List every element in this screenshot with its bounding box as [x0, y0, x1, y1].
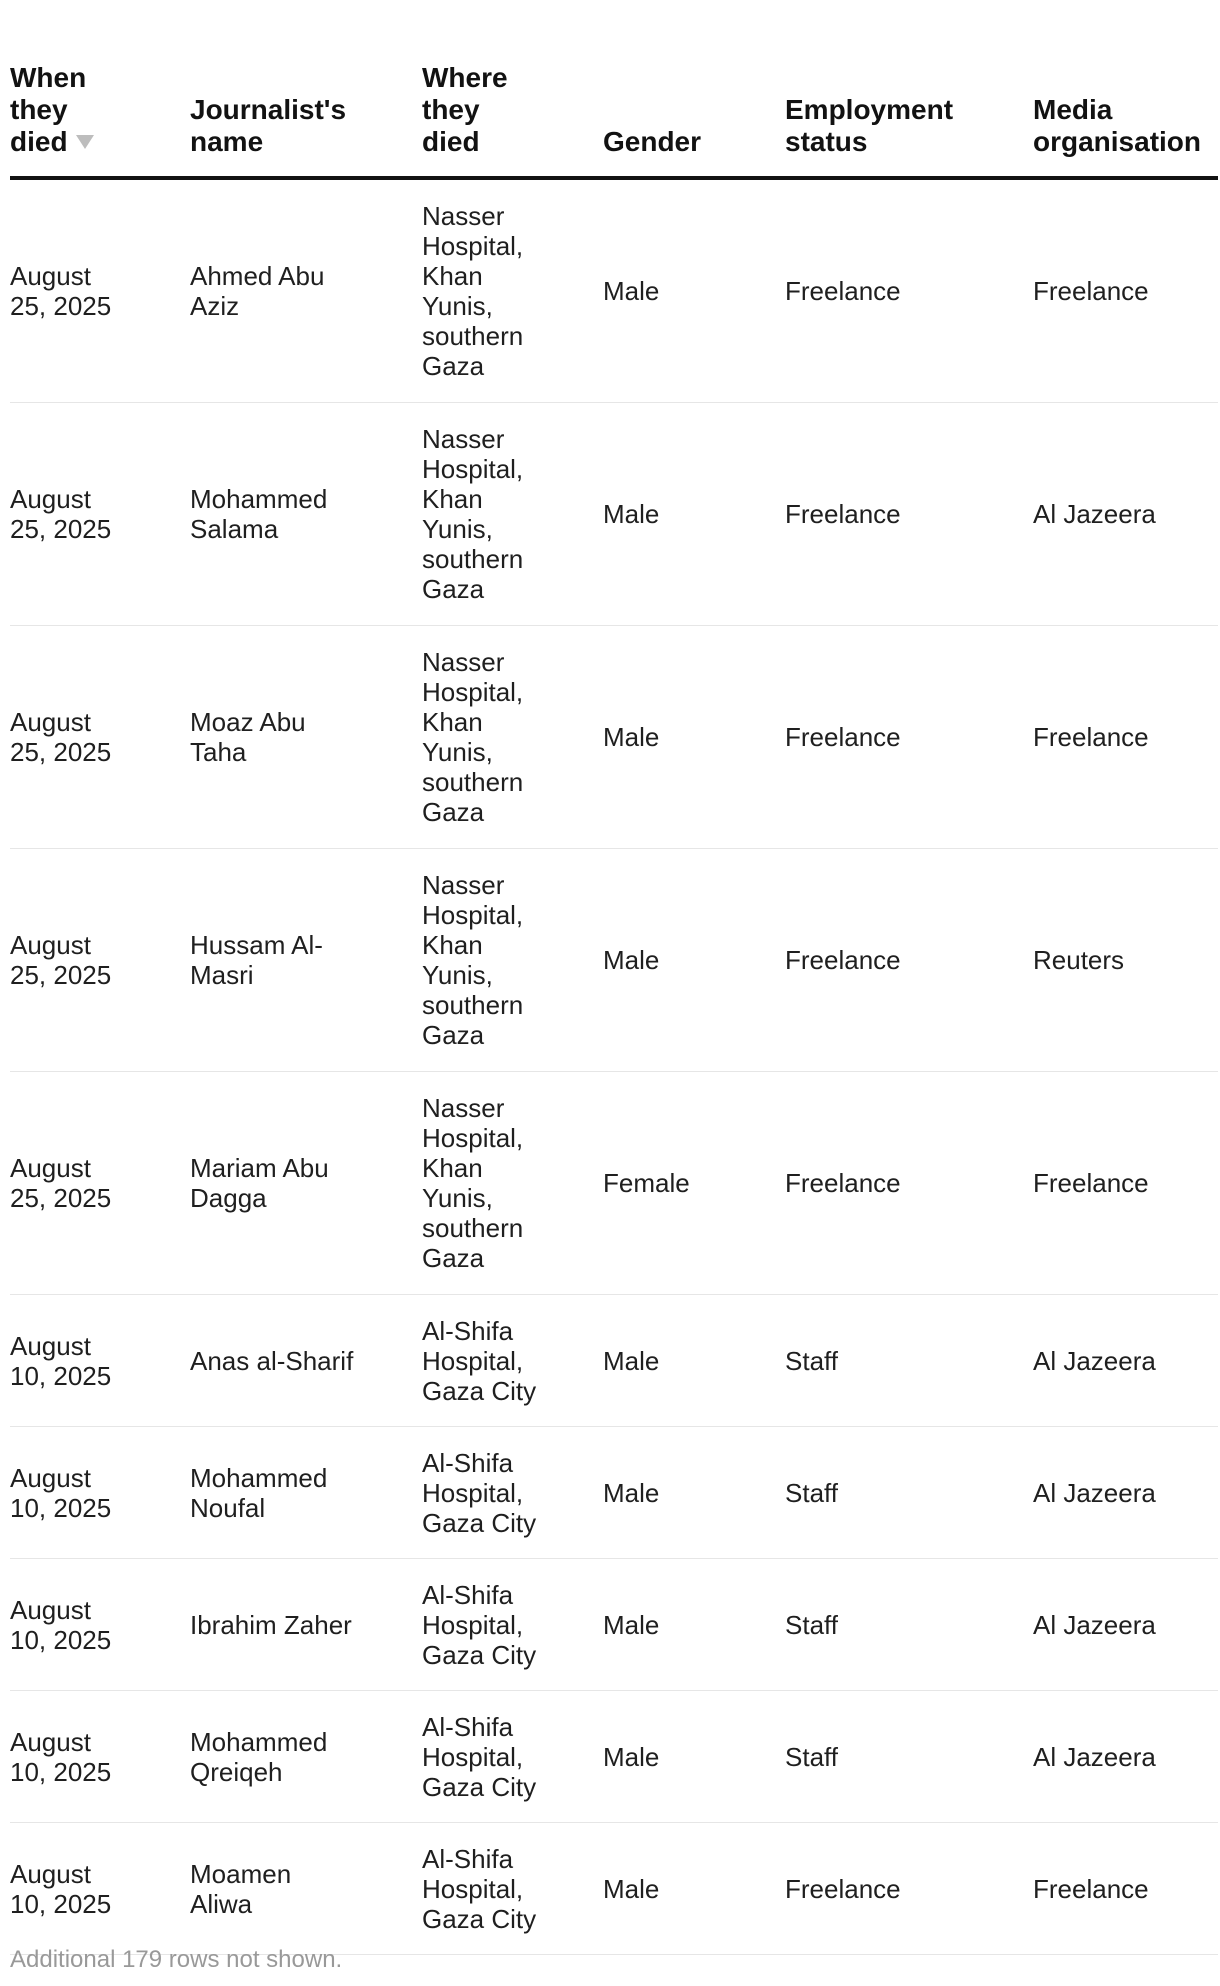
cell-line: southern [422, 990, 524, 1020]
header-line: Gender [603, 126, 702, 157]
table-row [10, 403, 1218, 626]
cell-line: Hospital, [422, 1873, 524, 1904]
cell-date [10, 1691, 190, 1823]
cell-line: Gaza [422, 797, 485, 827]
cell-line: Mohammed [190, 484, 328, 514]
cell-line: Gaza [422, 1020, 485, 1050]
cell-line: Al-Shifa [422, 1579, 514, 1610]
column-header-employment[interactable] [785, 0, 1033, 178]
cell-line: Gaza City [422, 1639, 537, 1670]
cell-line: Taha [190, 737, 247, 767]
cell-place [422, 403, 603, 626]
cell-line: August [10, 1462, 91, 1493]
cell-line: August [10, 261, 91, 291]
header-line: died [422, 126, 480, 157]
cell-line: Nasser [422, 424, 505, 454]
cell-line: 10, 2025 [10, 1360, 112, 1391]
column-header-media[interactable] [1033, 0, 1218, 178]
cell-line: Yunis, [422, 960, 493, 990]
cell-date [10, 1559, 190, 1691]
cell-employment: Freelance [785, 403, 1033, 626]
cell-place [422, 1823, 603, 1955]
cell-line: August [10, 1726, 91, 1757]
cell-line: Hospital, [422, 1741, 524, 1772]
header-line: Where [422, 62, 508, 93]
cell-line: Mohammed [190, 1726, 328, 1757]
cell-line: Hospital, [422, 231, 524, 261]
cell-gender: Male [603, 1559, 785, 1691]
cell-line: Hospital, [422, 1477, 524, 1508]
cell-line: 25, 2025 [10, 291, 112, 321]
cell-line: Al-Shifa [422, 1711, 514, 1742]
cell-line: Salama [190, 514, 279, 544]
cell-gender: Male [603, 1295, 785, 1427]
journalists-table-container [10, 0, 1218, 1955]
cell-gender: Male [603, 1691, 785, 1823]
cell-date [10, 1823, 190, 1955]
column-header-place[interactable] [422, 0, 603, 178]
cell-place [422, 849, 603, 1072]
cell-name [190, 1823, 422, 1955]
cell-employment: Freelance [785, 849, 1033, 1072]
cell-line: Masri [190, 960, 254, 990]
cell-line: Noufal [190, 1492, 266, 1523]
table-row [10, 1295, 1218, 1427]
cell-media: Al Jazeera [1033, 1559, 1218, 1691]
cell-line: August [10, 1330, 91, 1361]
cell-line: Nasser [422, 1093, 505, 1123]
cell-media: Al Jazeera [1033, 1427, 1218, 1559]
table-row [10, 1823, 1218, 1955]
cell-name [190, 1691, 422, 1823]
cell-date [10, 849, 190, 1072]
column-header-date[interactable] [10, 0, 190, 178]
header-line: Employment [785, 94, 954, 125]
cell-date [10, 1295, 190, 1427]
cell-media: Al Jazeera [1033, 1295, 1218, 1427]
cell-media: Al Jazeera [1033, 1691, 1218, 1823]
cell-name [190, 403, 422, 626]
cell-line: Hospital, [422, 677, 524, 707]
cell-place [422, 1691, 603, 1823]
cell-line: Hospital, [422, 900, 524, 930]
cell-line: Moamen [190, 1858, 292, 1889]
cell-line: Gaza [422, 351, 485, 381]
cell-line: Khan [422, 1153, 483, 1183]
cell-line: August [10, 1153, 91, 1183]
cell-line: Khan [422, 707, 483, 737]
cell-line: Khan [422, 261, 483, 291]
cell-line: Hospital, [422, 1345, 524, 1376]
cell-gender: Male [603, 403, 785, 626]
cell-line: Aziz [190, 291, 240, 321]
cell-gender: Male [603, 626, 785, 849]
cell-line: Dagga [190, 1183, 267, 1213]
cell-line: 10, 2025 [10, 1888, 112, 1919]
cell-name [190, 1295, 422, 1427]
cell-employment: Freelance [785, 1072, 1033, 1295]
column-header-name[interactable] [190, 0, 422, 178]
rows-not-shown-note: Additional 179 rows not shown. [10, 1946, 343, 1973]
table-row [10, 849, 1218, 1072]
cell-date [10, 178, 190, 403]
cell-line: August [10, 707, 91, 737]
cell-line: southern [422, 1213, 524, 1243]
cell-line: Mariam Abu [190, 1153, 329, 1183]
cell-line: Moaz Abu [190, 707, 306, 737]
cell-line: Gaza [422, 1243, 485, 1273]
table-row [10, 1559, 1218, 1691]
cell-line: Gaza City [422, 1771, 537, 1802]
cell-line: August [10, 1594, 91, 1625]
cell-line: Gaza City [422, 1507, 537, 1538]
cell-line: Nasser [422, 870, 505, 900]
header-line: status [785, 126, 868, 157]
cell-gender: Male [603, 1823, 785, 1955]
cell-place [422, 626, 603, 849]
column-header-gender[interactable] [603, 0, 785, 178]
cell-line: Anas al-Sharif [190, 1345, 354, 1376]
cell-line: Ibrahim Zaher [190, 1609, 352, 1640]
cell-line: 25, 2025 [10, 514, 112, 544]
cell-line: Hussam Al- [190, 930, 323, 960]
cell-line: Yunis, [422, 291, 493, 321]
cell-line: Hospital, [422, 1123, 524, 1153]
cell-employment: Freelance [785, 178, 1033, 403]
cell-employment: Freelance [785, 626, 1033, 849]
cell-name [190, 178, 422, 403]
cell-media: Al Jazeera [1033, 403, 1218, 626]
cell-line: August [10, 930, 91, 960]
cell-employment: Freelance [785, 1823, 1033, 1955]
cell-name [190, 626, 422, 849]
cell-line: Qreiqeh [190, 1756, 283, 1787]
cell-media: Freelance [1033, 1072, 1218, 1295]
table-row [10, 1691, 1218, 1823]
cell-place [422, 1295, 603, 1427]
cell-date [10, 1427, 190, 1559]
cell-line: Yunis, [422, 1183, 493, 1213]
header-line: they [10, 94, 68, 125]
cell-line: Gaza City [422, 1375, 537, 1406]
cell-line: 10, 2025 [10, 1756, 112, 1787]
cell-place [422, 1427, 603, 1559]
cell-line: 25, 2025 [10, 960, 112, 990]
cell-employment: Staff [785, 1691, 1033, 1823]
header-line: organisation [1033, 126, 1202, 157]
table-body [10, 178, 1218, 1955]
cell-name [190, 1072, 422, 1295]
cell-line: Yunis, [422, 514, 493, 544]
cell-line: southern [422, 321, 524, 351]
sort-descending-icon[interactable] [76, 135, 94, 149]
cell-place [422, 1559, 603, 1691]
cell-line: Yunis, [422, 737, 493, 767]
cell-line: August [10, 484, 91, 514]
cell-line: southern [422, 544, 524, 574]
cell-line: southern [422, 767, 524, 797]
cell-line: August [10, 1858, 91, 1889]
cell-line: 25, 2025 [10, 737, 112, 767]
cell-line: Hospital, [422, 1609, 524, 1640]
cell-line: Gaza City [422, 1903, 537, 1934]
cell-line: Nasser [422, 647, 505, 677]
cell-media: Reuters [1033, 849, 1218, 1072]
cell-line: Nasser [422, 201, 505, 231]
cell-media: Freelance [1033, 1823, 1218, 1955]
cell-line: 25, 2025 [10, 1183, 112, 1213]
header-row [10, 0, 1218, 178]
table-row [10, 1427, 1218, 1559]
cell-employment: Staff [785, 1559, 1033, 1691]
cell-place [422, 1072, 603, 1295]
header-line: they [422, 94, 480, 125]
cell-employment: Staff [785, 1427, 1033, 1559]
cell-date [10, 626, 190, 849]
table-row [10, 178, 1218, 403]
header-line: died [10, 126, 68, 157]
journalists-table [10, 0, 1218, 1955]
cell-gender: Male [603, 1427, 785, 1559]
cell-line: Khan [422, 930, 483, 960]
cell-place [422, 178, 603, 403]
header-line: Journalist's [190, 94, 347, 125]
cell-name [190, 849, 422, 1072]
header-line: name [190, 126, 264, 157]
table-row [10, 626, 1218, 849]
cell-line: Aliwa [190, 1888, 253, 1919]
cell-line: Gaza [422, 574, 485, 604]
cell-line: Al-Shifa [422, 1447, 514, 1478]
cell-line: Mohammed [190, 1462, 328, 1493]
cell-media: Freelance [1033, 626, 1218, 849]
cell-employment: Staff [785, 1295, 1033, 1427]
cell-line: Al-Shifa [422, 1843, 514, 1874]
cell-line: Al-Shifa [422, 1315, 514, 1346]
cell-line: 10, 2025 [10, 1492, 112, 1523]
cell-date [10, 1072, 190, 1295]
cell-name [190, 1427, 422, 1559]
cell-gender: Female [603, 1072, 785, 1295]
cell-name [190, 1559, 422, 1691]
table-header [10, 0, 1218, 178]
cell-date [10, 403, 190, 626]
cell-line: Ahmed Abu [190, 261, 325, 291]
header-line: When [10, 62, 87, 93]
cell-gender: Male [603, 849, 785, 1072]
cell-line: Hospital, [422, 454, 524, 484]
cell-line: 10, 2025 [10, 1624, 112, 1655]
cell-gender: Male [603, 178, 785, 403]
table-row [10, 1072, 1218, 1295]
header-line: Media [1033, 94, 1113, 125]
cell-media: Freelance [1033, 178, 1218, 403]
cell-line: Khan [422, 484, 483, 514]
